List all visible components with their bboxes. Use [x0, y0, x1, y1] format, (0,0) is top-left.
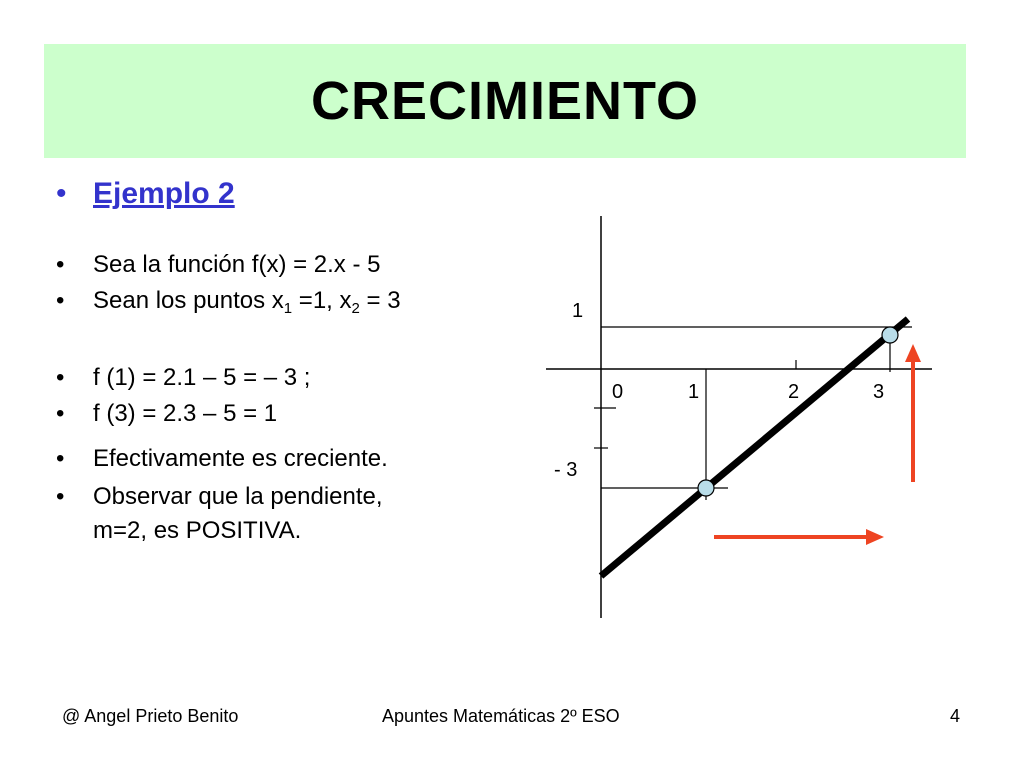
bullet-icon: •: [56, 251, 65, 278]
footer-page-number: 4: [950, 706, 961, 726]
bullet-icon: •: [56, 400, 65, 427]
y-label-neg3: - 3: [554, 459, 578, 481]
slide-title: CRECIMIENTO: [310, 71, 700, 131]
x-label-0: 0: [612, 381, 624, 403]
bullet-icon: •: [56, 445, 65, 472]
bullet-f1: [56, 364, 310, 392]
bullet-slope-continuation: [93, 517, 301, 545]
subscript-2: 2: [351, 300, 360, 317]
x-label-3: 3: [873, 381, 885, 403]
point-x3: [882, 327, 898, 343]
x-label-2: 2: [788, 381, 800, 403]
bullet-text-slope-b: m=2, es POSITIVA.: [93, 517, 302, 544]
vertical-arrow: [905, 344, 921, 482]
bullet-text-function: Sea la función f(x) = 2.x - 5: [93, 251, 381, 278]
subscript-1: 1: [283, 300, 293, 317]
point-x1: [698, 480, 714, 496]
bullet-icon: •: [56, 364, 65, 391]
subtitle-bullet: [56, 176, 235, 212]
function-graph: [540, 212, 940, 622]
title-bar: [44, 44, 966, 158]
bullet-icon: •: [56, 483, 65, 510]
footer-course: Apuntes Matemáticas 2º ESO: [382, 706, 620, 726]
bullet-text-f1: f (1) = 2.1 – 5 = – 3 ;: [93, 364, 311, 391]
horizontal-arrow: [714, 529, 884, 545]
bullet-text-points-suffix: = 3: [359, 287, 401, 314]
bullet-icon: •: [56, 177, 67, 210]
y-label-1: 1: [572, 300, 584, 322]
bullet-text-slope-a: Observar que la pendiente,: [93, 483, 383, 510]
subtitle: Ejemplo 2: [93, 177, 235, 210]
bullet-text-increasing: Efectivamente es creciente.: [93, 445, 388, 472]
x-label-1: 1: [688, 381, 700, 403]
footer-author: @ Angel Prieto Benito: [62, 706, 239, 726]
bullet-increasing: [56, 445, 388, 473]
bullet-f3: [56, 400, 277, 428]
bullet-text-points-prefix: Sean los puntos x: [93, 287, 284, 314]
bullet-slope: [56, 483, 383, 511]
bullet-function: [56, 251, 380, 279]
bullet-text-f3: f (3) = 2.3 – 5 = 1: [93, 400, 278, 427]
bullet-points: [56, 287, 401, 315]
bullet-text-points-mid: =1, x: [292, 287, 352, 314]
bullet-icon: •: [56, 287, 65, 314]
